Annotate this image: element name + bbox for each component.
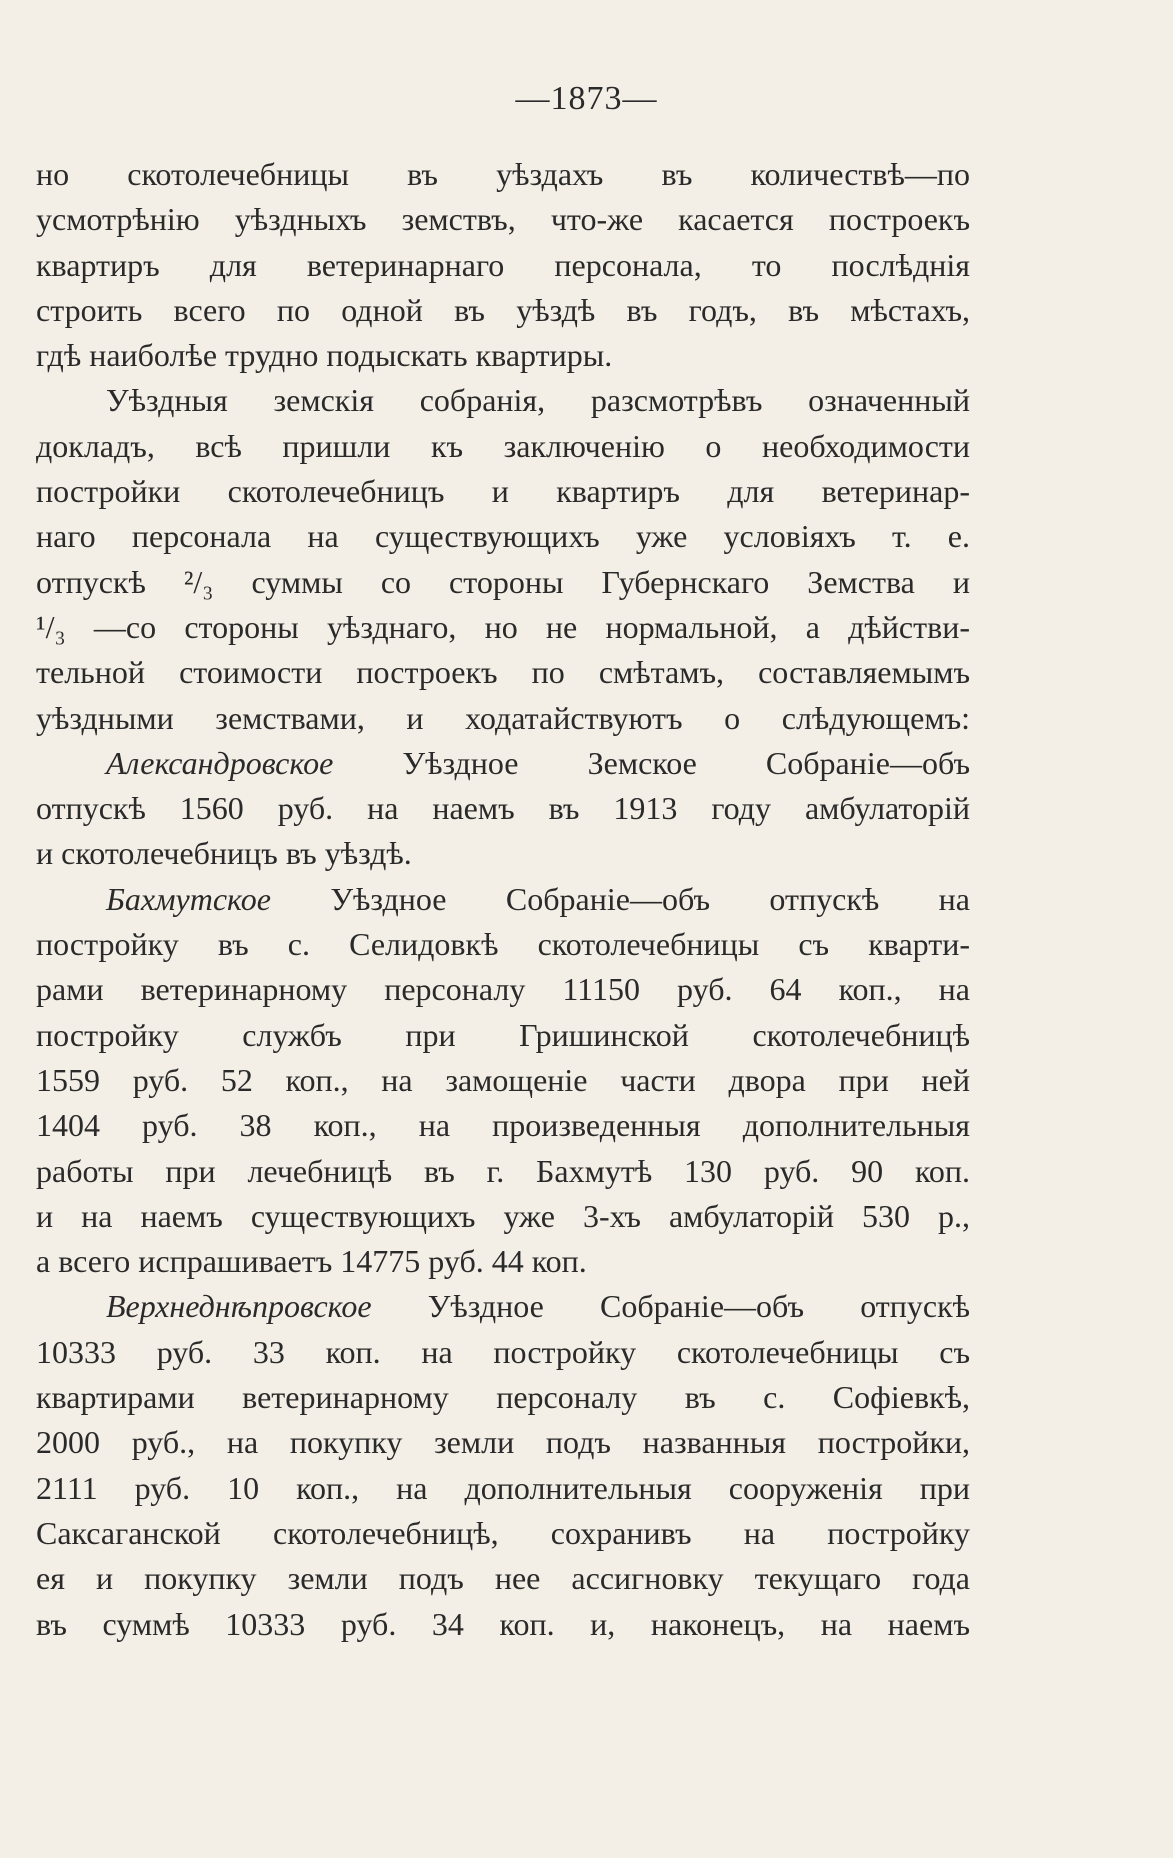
text-line <box>36 877 970 922</box>
text-line <box>36 1602 970 1647</box>
text-line <box>36 152 970 197</box>
line-text: и на наемъ существующихъ уже 3-хъ амбулаторій 530 р., <box>36 1197 970 1234</box>
line-text: наго персонала на существующихъ уже условіяхъ т. е. <box>36 518 970 555</box>
text-line <box>36 786 970 831</box>
line-text: квартиръ для ветеринарнаго персонала, то послѣднія <box>36 246 970 283</box>
text-line <box>36 378 970 423</box>
line-text: 2000 руб., на покупку земли подъ названныя постройки, <box>36 1424 970 1461</box>
text-line <box>36 197 970 242</box>
text-line <box>36 1556 970 1601</box>
line-text: постройки скотолечебницъ и квартиръ для ветеринар- <box>36 473 970 510</box>
text-line <box>36 560 970 605</box>
text-line <box>36 1375 970 1420</box>
text-line <box>36 243 970 288</box>
line-text: 1404 руб. 38 коп., на произведенныя дополнительныя <box>36 1107 970 1144</box>
line-text: Уѣздное Земское Собраніе—объ <box>333 744 970 781</box>
line-text: работы при лечебницѣ въ г. Бахмутѣ 130 руб. 90 коп. <box>36 1152 970 1189</box>
text-line <box>36 967 970 1012</box>
district-name: Александровское <box>106 744 334 781</box>
line-text: постройку въ с. Селидовкѣ скотолечебницы съ кварти- <box>36 926 970 963</box>
line-text: Уѣздное Собраніе—объ отпускѣ <box>371 1288 970 1325</box>
line-text: ¹/₃ —со стороны уѣзднаго, но не нормальной, а дѣйстви- <box>36 608 970 645</box>
body-text <box>36 152 970 1647</box>
line-text: а всего испрашиваетъ 14775 руб. 44 коп. <box>36 1243 587 1280</box>
line-text: Уѣздное Собраніе—объ отпускѣ на <box>270 880 970 917</box>
text-line <box>36 1058 970 1103</box>
text-line <box>36 469 970 514</box>
text-line <box>36 333 970 378</box>
district-name: Верхнеднѣпровское <box>106 1288 372 1325</box>
text-line <box>36 288 970 333</box>
text-line <box>36 922 970 967</box>
line-text: докладъ, всѣ пришли къ заключенію о необходимости <box>36 427 970 464</box>
text-line <box>36 605 970 650</box>
line-text: постройку службъ при Гришинской скотолечебницѣ <box>36 1016 970 1053</box>
line-text: 2111 руб. 10 коп., на дополнительныя сооруженія при <box>36 1469 970 1506</box>
line-text: усмотрѣнію уѣздныхъ земствъ, что-же касается построекъ <box>36 201 970 238</box>
text-line <box>36 650 970 695</box>
text-line <box>36 1420 970 1465</box>
text-line <box>36 1194 970 1239</box>
line-text: строить всего по одной въ уѣздѣ въ годъ, въ мѣстахъ, <box>36 291 970 328</box>
line-text: квартирами ветеринарному персоналу въ с. Софіевкѣ, <box>36 1379 970 1416</box>
district-name: Бахмутское <box>106 880 271 917</box>
text-line <box>36 1330 970 1375</box>
line-text: 1559 руб. 52 коп., на замощеніе части двора при ней <box>36 1061 970 1098</box>
text-line <box>36 1511 970 1556</box>
text-line <box>36 696 970 741</box>
line-text: отпускѣ ²/₃ суммы со стороны Губернскаго Земства и <box>36 563 970 600</box>
line-text: рами ветеринарному персоналу 11150 руб. 64 коп., на <box>36 971 970 1008</box>
line-text: отпускѣ 1560 руб. на наемъ въ 1913 году амбулаторій <box>36 790 970 827</box>
line-text: Саксаганской скотолечебницѣ, сохранивъ на постройку <box>36 1514 970 1551</box>
text-line <box>36 1149 970 1194</box>
line-text: 10333 руб. 33 коп. на постройку скотолечебницы съ <box>36 1333 970 1370</box>
text-line <box>36 1103 970 1148</box>
line-text: тельной стоимости построекъ по смѣтамъ, составляемымъ <box>36 654 970 691</box>
line-text: ея и покупку земли подъ нее ассигновку текущаго года <box>36 1560 970 1597</box>
line-text: и скотолечебницъ въ уѣздѣ. <box>36 835 412 872</box>
text-line <box>36 424 970 469</box>
text-line <box>36 741 970 786</box>
text-line <box>36 831 970 876</box>
text-line <box>36 1239 970 1284</box>
text-line <box>36 1466 970 1511</box>
text-line <box>36 1284 970 1329</box>
line-text: гдѣ наиболѣе трудно подыскать квартиры. <box>36 337 613 374</box>
text-line <box>36 514 970 559</box>
line-text: Уѣздныя земскія собранія, разсмотрѣвъ означенный <box>106 382 970 419</box>
page-number: —1873— <box>515 80 658 117</box>
line-text: уѣздными земствами, и ходатайствуютъ о слѣдующемъ: <box>36 699 970 736</box>
line-text: но скотолечебницы въ уѣздахъ въ количествѣ—по <box>36 156 970 192</box>
text-line <box>36 1013 970 1058</box>
line-text: въ суммѣ 10333 руб. 34 коп. и, наконецъ, на наемъ <box>36 1605 970 1642</box>
